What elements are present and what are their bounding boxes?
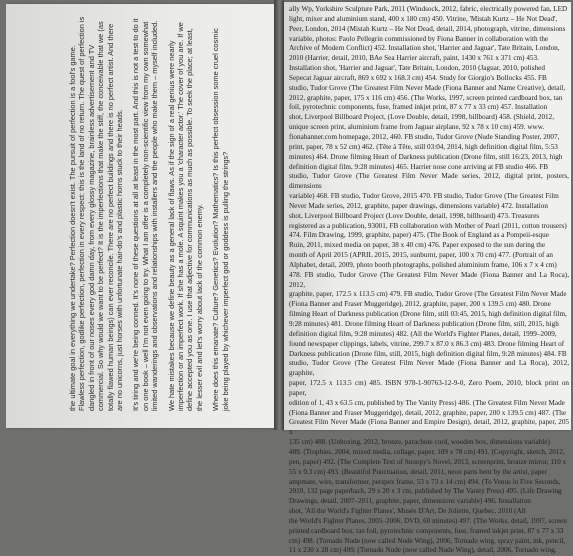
caption-line: cm) 498. (Tornado Nude (now called Nude Wing), 2006, Tornado wing, spray paint, ink, pencil, xyxy=(289,536,566,545)
caption-line: (Fiona Banner and Fraser Muggeridge), detail, 2012, graphite, paper, 200 x 139.5 cm) 487. (The xyxy=(289,408,567,417)
caption-line: pen, paper) 492. (The Complete Text of Snoopy's Novel, 2013, screenprint, bronze mirror, 110 x xyxy=(289,457,567,466)
left-page xyxy=(6,4,274,428)
caption-line: 9:28 minutes) 481. Drone filming Heart of Darkness publication (Drone film, still, 2015, high xyxy=(289,320,559,328)
caption-line: 489. (Trophies, 2004, mixed media, collage, paper, 109 x 78 cm) 491. (Copyright, sketch, 2012, xyxy=(289,447,565,456)
caption-line: graphite, paper, 172.5 x 113.5 cm) 479. FB studio, Tudor Grove (The Greatest Film Never Made xyxy=(289,290,567,299)
caption-line: Drawings, detail, 2007–2011, graphite, paper, dimensions variable) 496. Installation xyxy=(289,497,531,506)
caption-line: shot, Liverpool Billboard Project (Love Double, detail, 1998, billboard) 473. Treasures xyxy=(289,211,540,220)
caption-line: Sepecat Jaguar aircraft, 869 x 692 x 168.3 cm) 454. Study for Giorgio's Bollocks 455. FB xyxy=(289,73,547,82)
caption-line: variable, photos: Paolo Pellegrin commissioned by Fiona Banner in collaboration with the xyxy=(289,34,549,43)
caption-line: edition of 1, 43 x 63.5 cm, published by The Vanity Press) 486. (The Greatest Film Never Made xyxy=(289,398,565,407)
caption-line: studio, Tudor Grove (The Greatest Film Never Made (Fiona Banner and La Roca), 2012, graphite, xyxy=(289,359,569,378)
caption-line: 2010 (Harrier, detail, 2010, BAe Sea Harrier aircraft, paint, 1430 x 761 x 371 cm) 453. xyxy=(289,54,539,63)
caption-line: paper, 172.5 x 113.5 cm) 485. ISBN 978-1-90763-12-9-0, Zero Poem, 2010, block print on paper, xyxy=(289,379,569,397)
caption-line: studio, Tudor Grove (The Greatest Film Never Made series, 2012, digital print, posters, dimensions xyxy=(289,172,569,191)
caption-line: 135 cm) 488. (Unboxing, 2012, bronze, parachute cord, wooden box, dimensions variable) xyxy=(289,438,550,447)
caption-line: light, mixer and aluminium stand, 400 x 180 cm) 450. Vitrine, 'Mistah Kurtz – He Not Dead', xyxy=(289,14,558,23)
right-page xyxy=(284,2,571,555)
caption-line: fionabanner.com homepage, 2012, 460. FB studio, Tudor Grove (Nude Standing Poster, 2007, xyxy=(289,132,560,141)
caption-line: Alphabet, detail, 2009, photo booth photographs, polished aluminium frame, 106 x 7 x 4 cm) xyxy=(289,260,557,269)
caption-line: 2012, graphite, paper, 175 x 116 cm) 456. (The Works, 1997, screen printed cardboard box, tan xyxy=(289,93,563,102)
caption-line: variable) 468. FB studio, Tudor Grove, 2015 470. FB studio, Tudor Grove (The Greatest Film xyxy=(289,192,559,201)
caption-line: Ruin, 2011, mixed media on paper, 38 x 40 cm) 476. Paper exposed to the sun during the xyxy=(289,241,546,250)
caption-line: definition digital film, 9:28 minutes) 482. (All the World's Fighter Planes, detail, 1999–2009, xyxy=(289,329,557,338)
caption-line: Peer, London, 2014 (Mistah Kurtz – He Not Dead, detail, 2014, photograph, vitrine, dimensions xyxy=(289,24,566,33)
paragraph-3: We hate mistakes because we define beauty as a general lack of flaws. As if the sign of a real genius were nearly imperfection or an imperfect work. If she has a mole. A squint makes you a 'character actor.' The cover of you are. If we define accepted you as one. I use that adjective for communications as much as possible. To seek the place; at least, the lesser evil and let's worry about lack of the common enemy. xyxy=(166,22,204,411)
caption-line: month of April 2015 (APRIL 2015, 2015, sunburnt, paper, 100 x 70 cm) 477. (Portrait of an xyxy=(289,251,554,260)
caption-line: minutes) 464. Drone filming Heart of Darkness publication (Drone film, still 16:23, 2013, high xyxy=(289,152,563,161)
caption-line: Darkness publication (Drone film, still, 2015, high definition digital film, 9:28 minutes) 484. FB xyxy=(289,349,567,358)
caption-line: Archive of Modern Conflict) 452. Installation shot, 'Harrier and Jaguar', Tate Britain, London, xyxy=(289,44,560,53)
caption-line: 478. FB studio, Tudor Grove (The Greatest Film Never Made (Fiona Banner and La Roca), 2012, xyxy=(289,270,569,289)
book-gutter xyxy=(274,0,284,430)
caption-line: unique screen print, aluminium frame from Jaguar airplane, 92 x 78 x 10 cm) 459. www. xyxy=(289,123,545,132)
caption-line: 55 x 0.3 cm) 493. (Beautiful Punctuation, detail, 2011, neon parts bent by the artist, paper xyxy=(289,467,547,476)
caption-line: printed cardboard box, tan foil, pyrotechnic components, fuse, framed inkjet print, 87 x 77 x 33 xyxy=(289,526,564,535)
caption-line: 474. Film Drawing, 1999, graphite, paper) 475. (The Book of England as a Pompeii-esque xyxy=(289,231,549,240)
caption-line: ampmate, wire, transformer, perspex frame, 53 x 73 x 14 cm) 494. (To Venus in Five Seconds, xyxy=(289,477,561,486)
caption-line: shot, 'All the World's Fighter Planes', Musée D'Art, De Joliette, Quebec, 2010 (All xyxy=(289,507,526,516)
paragraph-2: It's tiring and we're being conned. It's none of these questions at all at least in the most part. And this is not a test to do it on one book – well I'm not even going to try. What I am offer is a completely non-scientific view from my own somewhat limited wanderings and observations and relationships with installers and the people who make them – myself included. xyxy=(131,18,160,411)
paragraph-1: the ultimate goal in everything we undertake? Perfection doesn't exist. The pursuit of perfection is a fool's game. Flawless perfection, godlike perfection, perfection in every respect: this is the land of no return. The quest of perfection is dangled in front of our noses every god damn day, from every glossy magazine, brainless advertisement and TV commercial. So why would we want to be perfect? It is the imperfections that make the stiff, the conceivable that we (as totally flawed human beings) can ever reconcile. There are no perfect buildings and there is no perfect artist. And there are no unicorns, just horses with unfortunate hair-do's and plastic horns stuck to their heads. xyxy=(68,16,125,411)
caption-line: found newspaper clippings, labels, vitrine, 299.7 x 87.0 x 86.3 cm) 483. Drone filming Heart of xyxy=(289,339,565,348)
caption-line: ally Wp, Yorkshire Sculpture Park, 2011 (Windsock, 2012, fabric, electrically powered fan, LED xyxy=(289,5,568,13)
caption-line: the World's Fighter Planes, 2005–2006, DVD, 60 minutes) 497. (The Works, detail, 1997, screen xyxy=(289,516,567,525)
caption-line: studio, Tudor Grove (The Greatest Film Never Made (Fiona Banner and Name Creative), detail, xyxy=(289,83,566,92)
caption-line: print, paper, 78 x 52 cm) 462. (Tête à Tête, still 03:04, 2014, high definition digital film, 5:53 xyxy=(289,142,558,151)
caption-line: 2010, 132 page paperback, 29 x 20 x 3 cm, published by The Vanity Press) 495. (Life Drawing xyxy=(289,487,562,496)
caption-line: Greatest Film Never Made (Fiona Banner and Empire Design), detail, 2012, graphite, paper, 205 x xyxy=(289,418,569,437)
caption-line: foil, pyrotechnic components, fuse, framed inkjet print, 87 x 77 x 33 cm) 457. Installation xyxy=(289,103,548,112)
caption-line: Never Made series, 2012, graphite, paper drawings, dimensions variable) 472. Installation xyxy=(289,201,548,210)
caption-line: (Fiona Banner and Fraser Muggeridge), 2012, graphite, paper, 200 x 139.5 cm) 480. Drone xyxy=(289,300,551,309)
caption-line: definition digital film, 9:28 minutes) 465. Harrier nose cone arriving at FB studio 466. FB xyxy=(289,162,549,171)
caption-line: filming Heart of Darkness publication (Drone film, still 03:45, 2015, high definition digital film, xyxy=(289,310,567,319)
caption-line: shot, Liverpool Billboard Project, (Love Double, detail, 1998, billboard) 458. (Shield, 2012, xyxy=(289,113,555,122)
caption-line: Installation shot, 'Harrier and Jaguar', Tate Britain, London, 2010 (Jaguar, 2010, polished xyxy=(289,64,545,73)
caption-list xyxy=(289,5,569,556)
paragraph-4: Where does this emanate? Culture? Genetics? Evolution? Mathematics? Is this perfect obsession some cruel cosmic joke being played by whichever imperfect god or goddess is pulling the strings? xyxy=(211,28,230,411)
caption-line: registered as a publication, 93001, FB collaboration with Mother of Pearl (2011, cotton trousers) xyxy=(289,221,567,230)
rotated-text-block xyxy=(68,16,258,411)
caption-line: 11 x 230 x 28 cm) 499. (Tornado Nude (now called Nude Wing), detail, 2006, Tornado wing, xyxy=(289,546,557,555)
